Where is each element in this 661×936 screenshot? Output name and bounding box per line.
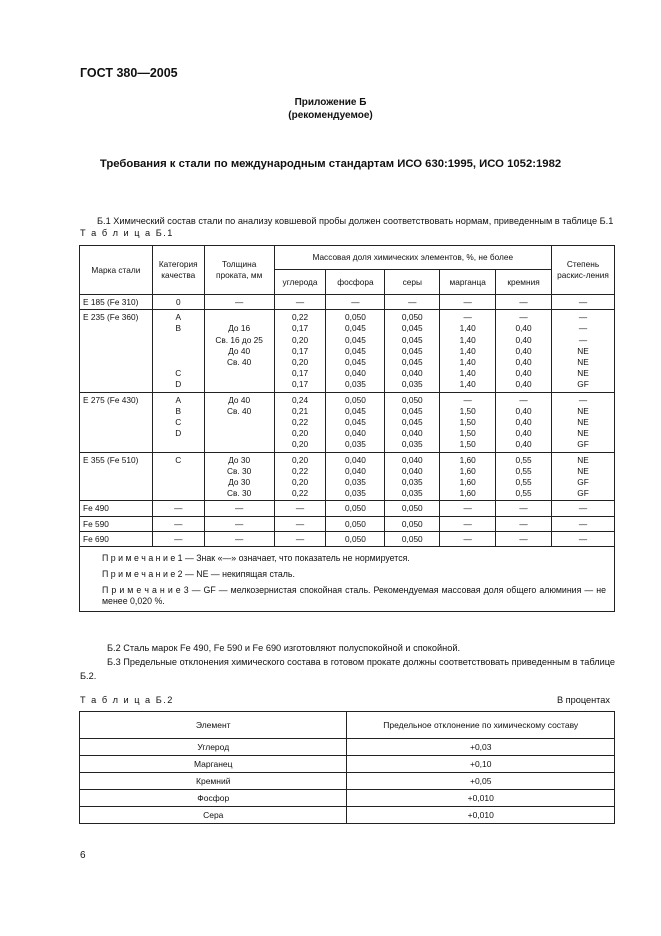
appendix-status: (рекомендуемое) [288,110,373,121]
cell-phosphorus: 0,050 0,045 0,045 0,040 0,035 [326,392,385,452]
cell-grade: E 235 (Fe 360) [80,310,153,392]
cell-thickness: До 30 Св. 30 До 30 Св. 30 [204,452,274,501]
paragraph-b2: Б.2 Сталь марок Fe 490, Fe 590 и Fe 690 изготовляют полуспокойной и спокойной. [107,643,461,653]
header-element: Элемент [80,712,347,739]
cell-sulfur: 0,050 [385,531,440,546]
header-deviation: Предельное отклонение по химическому составу [347,712,615,739]
cell-quality: — [152,531,204,546]
table-row [80,790,615,807]
cell-grade: Fe 490 [80,501,153,516]
cell-grade: Fe 690 [80,531,153,546]
cell-carbon: 0,22 0,17 0,20 0,17 0,20 0,17 0,17 [274,310,326,392]
cell-manganese: — 1,50 1,50 1,50 1,50 [440,392,496,452]
cell-element: Марганец [80,756,347,773]
cell-sulfur: 0,040 0,040 0,035 0,035 [385,452,440,501]
cell-silicon: 0,55 0,55 0,55 0,55 [496,452,552,501]
cell-grade: E 275 (Fe 430) [80,392,153,452]
cell-deoxidation: — [552,501,615,516]
header-quality: Категория качества [152,246,204,295]
table2-caption: Т а б л и ц а Б.2 [80,695,174,705]
note-1 [102,553,614,564]
cell-phosphorus: 0,050 [326,501,385,516]
header-manganese: марганца [440,270,496,295]
table-notes [80,547,615,612]
table-row [80,501,615,516]
cell-deoxidation: — [552,295,615,310]
page-title: Требования к стали по международным стандартам ИСО 630:1995, ИСО 1052:1982 [99,158,562,170]
table-row [80,807,615,824]
cell-quality: 0 [152,295,204,310]
cell-deoxidation: NE NE GF GF [552,452,615,501]
table2-units: В процентах [556,695,610,705]
cell-carbon: — [274,531,326,546]
header-phosphorus: фосфора [326,270,385,295]
cell-element: Углерод [80,739,347,756]
note-label: П р и м е ч а н и е 3 [102,585,189,596]
header-sulfur: серы [385,270,440,295]
cell-deviation: +0,05 [347,773,615,790]
cell-silicon: — [496,531,552,546]
cell-element: Сера [80,807,347,824]
cell-carbon: — [274,295,326,310]
cell-silicon: — [496,501,552,516]
cell-sulfur: — [385,295,440,310]
cell-manganese: — [440,295,496,310]
cell-manganese: 1,60 1,60 1,60 1,60 [440,452,496,501]
note-text: — GF — мелкозернистая спокойная сталь. Рекомендуемая массовая доля общего алюминия — не менее 0,020 %. [102,585,607,607]
note-3 [102,585,614,607]
cell-silicon: — [496,295,552,310]
cell-quality: — [152,516,204,531]
cell-phosphorus: 0,040 0,040 0,035 0,035 [326,452,385,501]
cell-deoxidation: — [552,516,615,531]
header-deoxidation: Степень раскис-ления [552,246,615,295]
paragraph-b1: Б.1 Химический состав стали по анализу ковшевой пробы должен соответствовать нормам, приведенным в таблице Б.1 [97,216,614,226]
header-carbon: углерода [274,270,326,295]
cell-phosphorus: 0,050 [326,531,385,546]
cell-thickness: До 40 Св. 40 [204,392,274,452]
cell-sulfur: 0,050 0,045 0,045 0,040 0,035 [385,392,440,452]
note-2 [102,569,614,580]
cell-manganese: — [440,501,496,516]
header-mass-fraction: Массовая доля химических элементов, %, не более [274,246,551,270]
cell-silicon: — 0,40 0,40 0,40 0,40 0,40 0,40 [496,310,552,392]
cell-manganese: — [440,516,496,531]
note-text: — Знак «—» означает, что показатель не нормируется. [182,553,410,564]
cell-deoxidation: — — — NE NE NE GF [552,310,615,392]
cell-thickness: — [204,501,274,516]
cell-quality: C [152,452,204,501]
cell-element: Кремний [80,773,347,790]
table1-caption: Т а б л и ц а Б.1 [80,228,174,238]
cell-deoxidation: — NE NE NE GF [552,392,615,452]
note-label: П р и м е ч а н и е 1 [102,553,183,564]
note-text: — NE — некипящая сталь. [182,569,295,580]
header-grade: Марка стали [80,246,153,295]
cell-manganese: — [440,531,496,546]
cell-grade: E 355 (Fe 510) [80,452,153,501]
cell-quality: A B C D [152,392,204,452]
table-row [80,739,615,756]
cell-grade: Fe 590 [80,516,153,531]
cell-sulfur: 0,050 0,045 0,045 0,045 0,045 0,040 0,035 [385,310,440,392]
cell-quality: A B C D [152,310,204,392]
cell-carbon: 0,24 0,21 0,22 0,20 0,20 [274,392,326,452]
cell-deoxidation: — [552,531,615,546]
table-row [80,756,615,773]
cell-phosphorus: 0,050 [326,516,385,531]
cell-carbon: — [274,516,326,531]
cell-thickness: До 16 Св. 16 до 25 До 40 Св. 40 [204,310,274,392]
note-label: П р и м е ч а н и е 2 [102,569,183,580]
header-silicon: кремния [496,270,552,295]
table-row [80,310,615,392]
cell-thickness: — [204,516,274,531]
cell-phosphorus: — [326,295,385,310]
appendix-label: Приложение Б [294,97,367,108]
cell-phosphorus: 0,050 0,045 0,045 0,045 0,045 0,040 0,035 [326,310,385,392]
cell-element: Фосфор [80,790,347,807]
cell-silicon: — [496,516,552,531]
table-b1 [79,245,615,612]
cell-deviation: +0,010 [347,790,615,807]
header-thickness: Толщина проката, мм [204,246,274,295]
cell-deviation: +0,10 [347,756,615,773]
cell-deviation: +0,010 [347,807,615,824]
table-row [80,452,615,501]
table-row [80,516,615,531]
cell-manganese: — 1,40 1,40 1,40 1,40 1,40 1,40 [440,310,496,392]
cell-carbon: 0,20 0,22 0,20 0,22 [274,452,326,501]
cell-thickness: — [204,531,274,546]
cell-thickness: — [204,295,274,310]
table-row [80,295,615,310]
paragraph-b3: Б.3 Предельные отклонения химического состава в готовом прокате должны соответствовать приведенным в таблице Б.2. [80,657,615,681]
cell-grade: E 185 (Fe 310) [80,295,153,310]
cell-silicon: — 0,40 0,40 0,40 0,40 [496,392,552,452]
document-code: ГОСТ 380—2005 [80,66,178,80]
cell-deviation: +0,03 [347,739,615,756]
table-b2 [79,711,615,824]
table-row [80,531,615,546]
cell-sulfur: 0,050 [385,516,440,531]
cell-sulfur: 0,050 [385,501,440,516]
page-number: 6 [80,850,86,861]
table-row [80,392,615,452]
cell-quality: — [152,501,204,516]
cell-carbon: — [274,501,326,516]
table-row [80,773,615,790]
